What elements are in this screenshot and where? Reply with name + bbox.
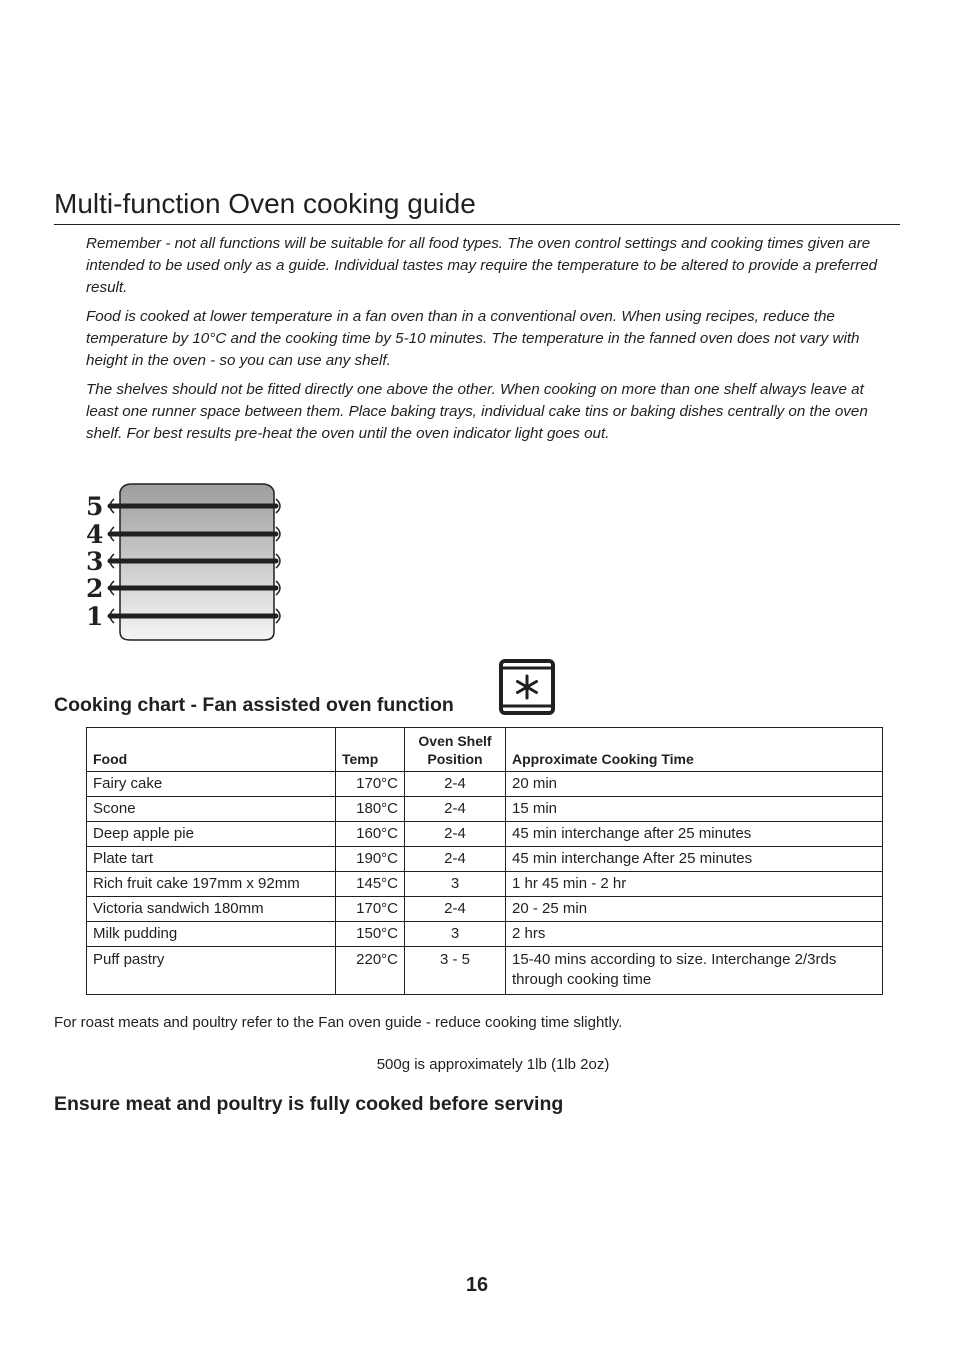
cell-shelf: 3 xyxy=(405,872,506,897)
table-row xyxy=(87,897,883,922)
shelf-header-line: Oven Shelf xyxy=(418,733,492,749)
cell-temp: 150°C xyxy=(336,922,405,947)
intro-text xyxy=(86,233,894,452)
cell-time: 20 - 25 min xyxy=(506,897,883,922)
cell-time: 45 min interchange after 25 minutes xyxy=(506,822,883,847)
table-row xyxy=(87,822,883,847)
page-number: 16 xyxy=(465,1274,489,1296)
cooking-chart-table xyxy=(86,727,883,995)
table-row xyxy=(87,772,883,797)
cell-temp: 170°C xyxy=(336,897,405,922)
table-row xyxy=(87,872,883,897)
table-row xyxy=(87,847,883,872)
cell-temp: 220°C xyxy=(336,947,405,995)
column-header-temp: Temp xyxy=(336,728,405,772)
cell-food: Rich fruit cake 197mm x 92mm xyxy=(87,872,336,897)
cell-food: Milk pudding xyxy=(87,922,336,947)
page-title: Multi-function Oven cooking guide xyxy=(54,186,900,225)
shelf-label: 4 xyxy=(86,520,104,549)
cell-time: 15 min xyxy=(506,797,883,822)
intro-paragraph: Food is cooked at lower temperature in a fan oven than in a conventional oven. When using recipes, reduce the temperature by 10°C and the cooking time by 5-10 minutes. The temperature in the fanned oven does not vary with height in the oven - so you can use any shelf. xyxy=(86,308,860,369)
safety-warning: Ensure meat and poultry is fully cooked before serving xyxy=(54,1093,564,1115)
shelf-label: 3 xyxy=(86,547,104,576)
column-header-food: Food xyxy=(87,728,336,772)
cell-shelf: 2-4 xyxy=(405,847,506,872)
table-header-row xyxy=(87,728,883,772)
shelf-header-line: Position xyxy=(427,751,483,767)
cell-time: 15-40 mins according to size. Interchange 2/3rds through cooking time xyxy=(506,947,883,995)
cell-temp: 145°C xyxy=(336,872,405,897)
oven-shelf-diagram xyxy=(84,482,284,644)
column-header-time: Approximate Cooking Time xyxy=(506,728,883,772)
cell-time: 45 min interchange After 25 minutes xyxy=(506,847,883,872)
shelf-label: 1 xyxy=(86,602,104,631)
cell-shelf: 3 xyxy=(405,922,506,947)
cell-food: Fairy cake xyxy=(87,772,336,797)
cell-shelf: 2-4 xyxy=(405,822,506,847)
column-header-shelf xyxy=(405,728,506,772)
shelf-label: 2 xyxy=(86,574,104,603)
intro-paragraph: Remember - not all functions will be suitable for all food types. The oven control settings and cooking times given are intended to be used only as a guide. Individual tastes may require the temperature to be altered to provide a preferred result. xyxy=(86,235,878,296)
table-row xyxy=(87,797,883,822)
cell-food: Victoria sandwich 180mm xyxy=(87,897,336,922)
cell-food: Deep apple pie xyxy=(87,822,336,847)
cell-time: 2 hrs xyxy=(506,922,883,947)
cell-shelf: 2-4 xyxy=(405,897,506,922)
shelf-label: 5 xyxy=(86,492,104,521)
cell-food: Puff pastry xyxy=(87,947,336,995)
cell-temp: 180°C xyxy=(336,797,405,822)
cell-food: Plate tart xyxy=(87,847,336,872)
table-row xyxy=(87,922,883,947)
fan-oven-icon xyxy=(498,658,556,716)
cell-food: Scone xyxy=(87,797,336,822)
chart-heading: Cooking chart - Fan assisted oven function xyxy=(54,694,454,716)
cell-temp: 160°C xyxy=(336,822,405,847)
cell-shelf: 2-4 xyxy=(405,797,506,822)
cell-time: 20 min xyxy=(506,772,883,797)
cell-temp: 170°C xyxy=(336,772,405,797)
table-row xyxy=(87,947,883,995)
cell-time: 1 hr 45 min - 2 hr xyxy=(506,872,883,897)
weight-note: 500g is approximately 1lb (1lb 2oz) xyxy=(376,1056,610,1073)
cell-shelf: 3 - 5 xyxy=(405,947,506,995)
intro-paragraph: The shelves should not be fitted directly one above the other. When cooking on more than one shelf always leave at least one runner space between them. Place baking trays, individual cake tins or baking dishes centrally on the oven shelf. For best results pre-heat the oven until the oven indicator light goes out. xyxy=(86,381,868,442)
cell-shelf: 2-4 xyxy=(405,772,506,797)
roast-note: For roast meats and poultry refer to the Fan oven guide - reduce cooking time slightly. xyxy=(54,1014,623,1031)
cell-temp: 190°C xyxy=(336,847,405,872)
